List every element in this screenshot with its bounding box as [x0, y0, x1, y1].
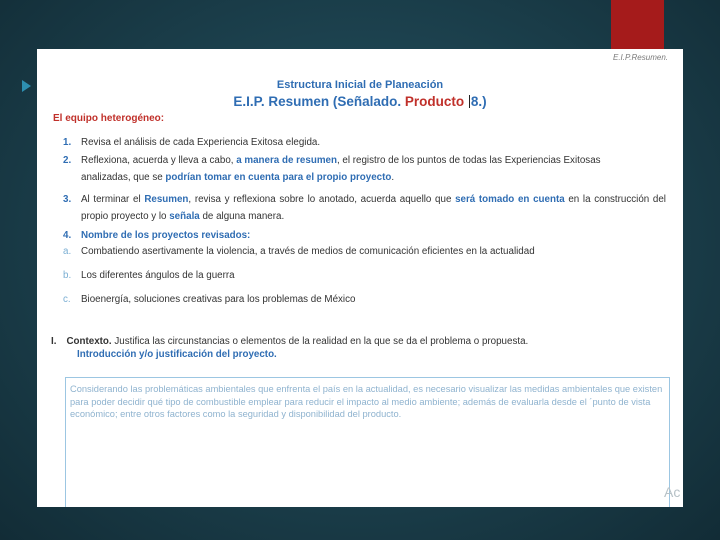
project-item	[63, 270, 235, 281]
step-number: 4.	[63, 230, 72, 241]
project-name: Combatiendo asertivamente la violencia, a través de medios de comunicación eficientes en la actualidad	[81, 246, 535, 257]
project-item	[63, 294, 356, 305]
subtitle-prefix: E.I.P. Resumen (Señalado.	[233, 94, 405, 109]
step-text: analizadas, que se	[81, 172, 166, 183]
document-subtitle	[37, 94, 683, 109]
step-1	[63, 134, 666, 151]
step-text: de alguna manera.	[199, 211, 285, 222]
step-highlight: Resumen	[144, 194, 189, 205]
context-subheading: Introducción y/o justificación del proyecto.	[77, 349, 277, 360]
step-2	[63, 152, 666, 186]
context-line	[51, 336, 651, 347]
step-highlight: Nombre de los proyectos revisados:	[81, 230, 251, 241]
activation-watermark: Ac	[664, 484, 681, 500]
step-3	[63, 191, 666, 225]
step-number: 1.	[63, 137, 72, 148]
answer-text[interactable]: Considerando las problemáticas ambientales que enfrenta el país en la actualidad, es necesario visualizar las medidas ambientales que existen para poder decidir qué tipo de combustible emplear para reducir el impacto al medio ambiente; además de evaluarla desde el ´punto de vista económico; entre otros factores como la seguridad y disponibilidad del producto.	[70, 384, 663, 419]
document-title: Estructura Inicial de Planeación	[276, 79, 444, 91]
step-text: Al terminar el	[81, 194, 145, 205]
step-highlight: a manera de resumen	[236, 155, 337, 166]
project-letter: b.	[63, 270, 72, 281]
step-number: 2.	[63, 155, 72, 166]
context-label: Contexto.	[66, 336, 112, 347]
project-item	[63, 246, 535, 257]
arrow-bullet-icon	[22, 80, 31, 92]
text-cursor	[469, 95, 470, 108]
step-text: Reflexiona, acuerda y lleva a cabo,	[81, 155, 237, 166]
step-highlight: será tomado en cuenta	[455, 194, 565, 205]
subtitle-suffix: 8.)	[470, 94, 487, 109]
project-name: Bioenergía, soluciones creativas para los problemas de México	[81, 294, 356, 305]
step-highlight: señala	[169, 211, 200, 222]
document-page	[37, 49, 683, 507]
context-numeral: I.	[51, 336, 57, 347]
step-text: en la construcción del propio proyecto y lo	[81, 194, 666, 222]
step-text: , revisa y reflexiona sobre lo anotado, acuerda aquello que	[188, 194, 456, 205]
project-name: Los diferentes ángulos de la guerra	[81, 270, 235, 281]
context-instruction: Justifica las circunstancias o elementos de la realidad en la que se da el problema o propuesta.	[111, 336, 529, 347]
step-text: , el registro de los puntos de todas las Experiencias Exitosas	[336, 155, 601, 166]
step-highlight: podrían tomar en cuenta para el propio proyecto	[165, 172, 392, 183]
step-text: .	[391, 172, 395, 183]
red-accent-tab	[611, 0, 664, 49]
step-4	[63, 227, 666, 244]
section-heading: El equipo heterogéneo:	[53, 113, 165, 124]
project-letter: c.	[63, 294, 71, 305]
document-header-label: E.I.P.Resumen.	[613, 53, 668, 62]
project-letter: a.	[63, 246, 72, 257]
subtitle-product: Producto	[404, 94, 468, 109]
step-number: 3.	[63, 194, 72, 205]
step-text: Revisa el análisis de cada Experiencia Exitosa elegida.	[81, 137, 321, 148]
